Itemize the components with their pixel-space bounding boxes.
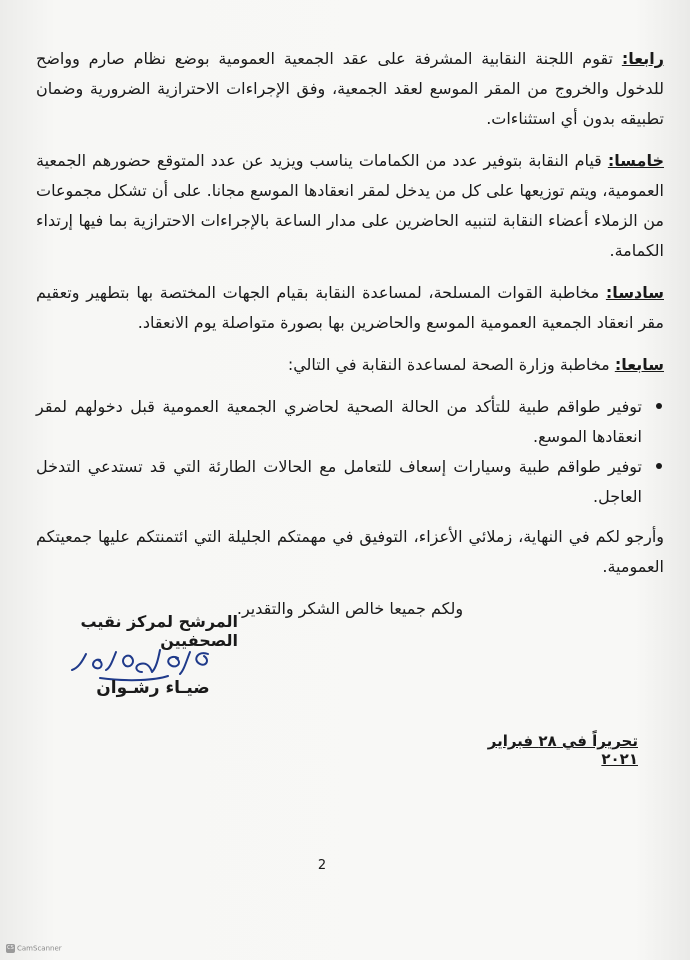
candidate-title: المرشح لمركز نقيب الصحفيين — [80, 612, 238, 650]
date-line: تحريراً في ٢٨ فبراير ٢٠٢١ — [487, 732, 638, 768]
scanner-label: CamScanner — [17, 944, 62, 953]
paragraph-text: مخاطبة وزارة الصحة لمساعدة النقابة في التالي: — [287, 355, 615, 374]
scanner-watermark — [6, 944, 62, 953]
paragraph-text: تقوم اللجنة النقابية المشرفة على عقد الجمعية العمومية بوضع نظام صارم وواضح للدخول والخروج من المقر الموسع لعقد الجمعية، وفق الإجراءات الاحترازية الضرورية وضمان تطبيقه بدون أي استثناءات. — [36, 49, 664, 128]
bullet-icon — [656, 463, 662, 469]
list-item-text: توفير طواقم طبية للتأكد من الحالة الصحية لحاضري الجمعية العمومية قبل دخولهم لمقر انعقادها الموسع. — [36, 397, 642, 446]
list-item — [36, 452, 642, 512]
paragraph-fourth — [36, 44, 664, 134]
paragraph-lead: سابعا: — [614, 355, 664, 374]
paragraph-seventh — [36, 350, 664, 380]
candidate-name: ضيـاء رشـوان — [96, 678, 210, 698]
paragraph-sixth — [36, 278, 664, 338]
paragraph-lead: رابعا: — [621, 49, 664, 68]
page-number: 2 — [317, 858, 327, 873]
document-body — [36, 44, 664, 640]
list-item — [36, 392, 642, 452]
bullet-list — [36, 392, 664, 512]
bullet-icon — [656, 403, 662, 409]
paragraph-text: مخاطبة القوات المسلحة، لمساعدة النقابة بقيام الجهات المختصة بها بتطهير وتعقيم مقر انعقاد الجمعية العمومية الموسع والحاضرين بها بصورة متواصلة يوم الانعقاد. — [36, 283, 664, 332]
paragraph-lead: خامسا: — [607, 151, 664, 170]
thanks-line: ولكم جميعا خالص الشكر والتقدير. — [236, 599, 464, 618]
camscanner-logo-icon: CS — [7, 945, 14, 951]
paragraph-fifth — [36, 146, 664, 266]
list-item-text: توفير طواقم طبية وسيارات إسعاف للتعامل مع الحالات الطارئة التي قد تستدعي التدخل العاجل. — [36, 457, 642, 506]
paragraph-text: قيام النقابة بتوفير عدد من الكمامات يناسب ويزيد عن عدد المتوقع حضورهم الجمعية العمومية، ويتم توزيعها على كل من يدخل لمقر انعقادها الموسع مجانا. على أن تشكل مجموعات من الزملاء أعضاء النقابة لتنبيه الحاضرين على مدار الساعة بالإجراءات الاحترازية بما فيها إرتداء الكمامة. — [36, 151, 664, 260]
closing-paragraph: وأرجو لكم في النهاية، زملائي الأعزاء، التوفيق في مهمتكم الجليلة التي ائتمنتكم عليها جمعيتكم العمومية. — [36, 527, 664, 576]
paragraph-lead: سادسا: — [605, 283, 664, 302]
